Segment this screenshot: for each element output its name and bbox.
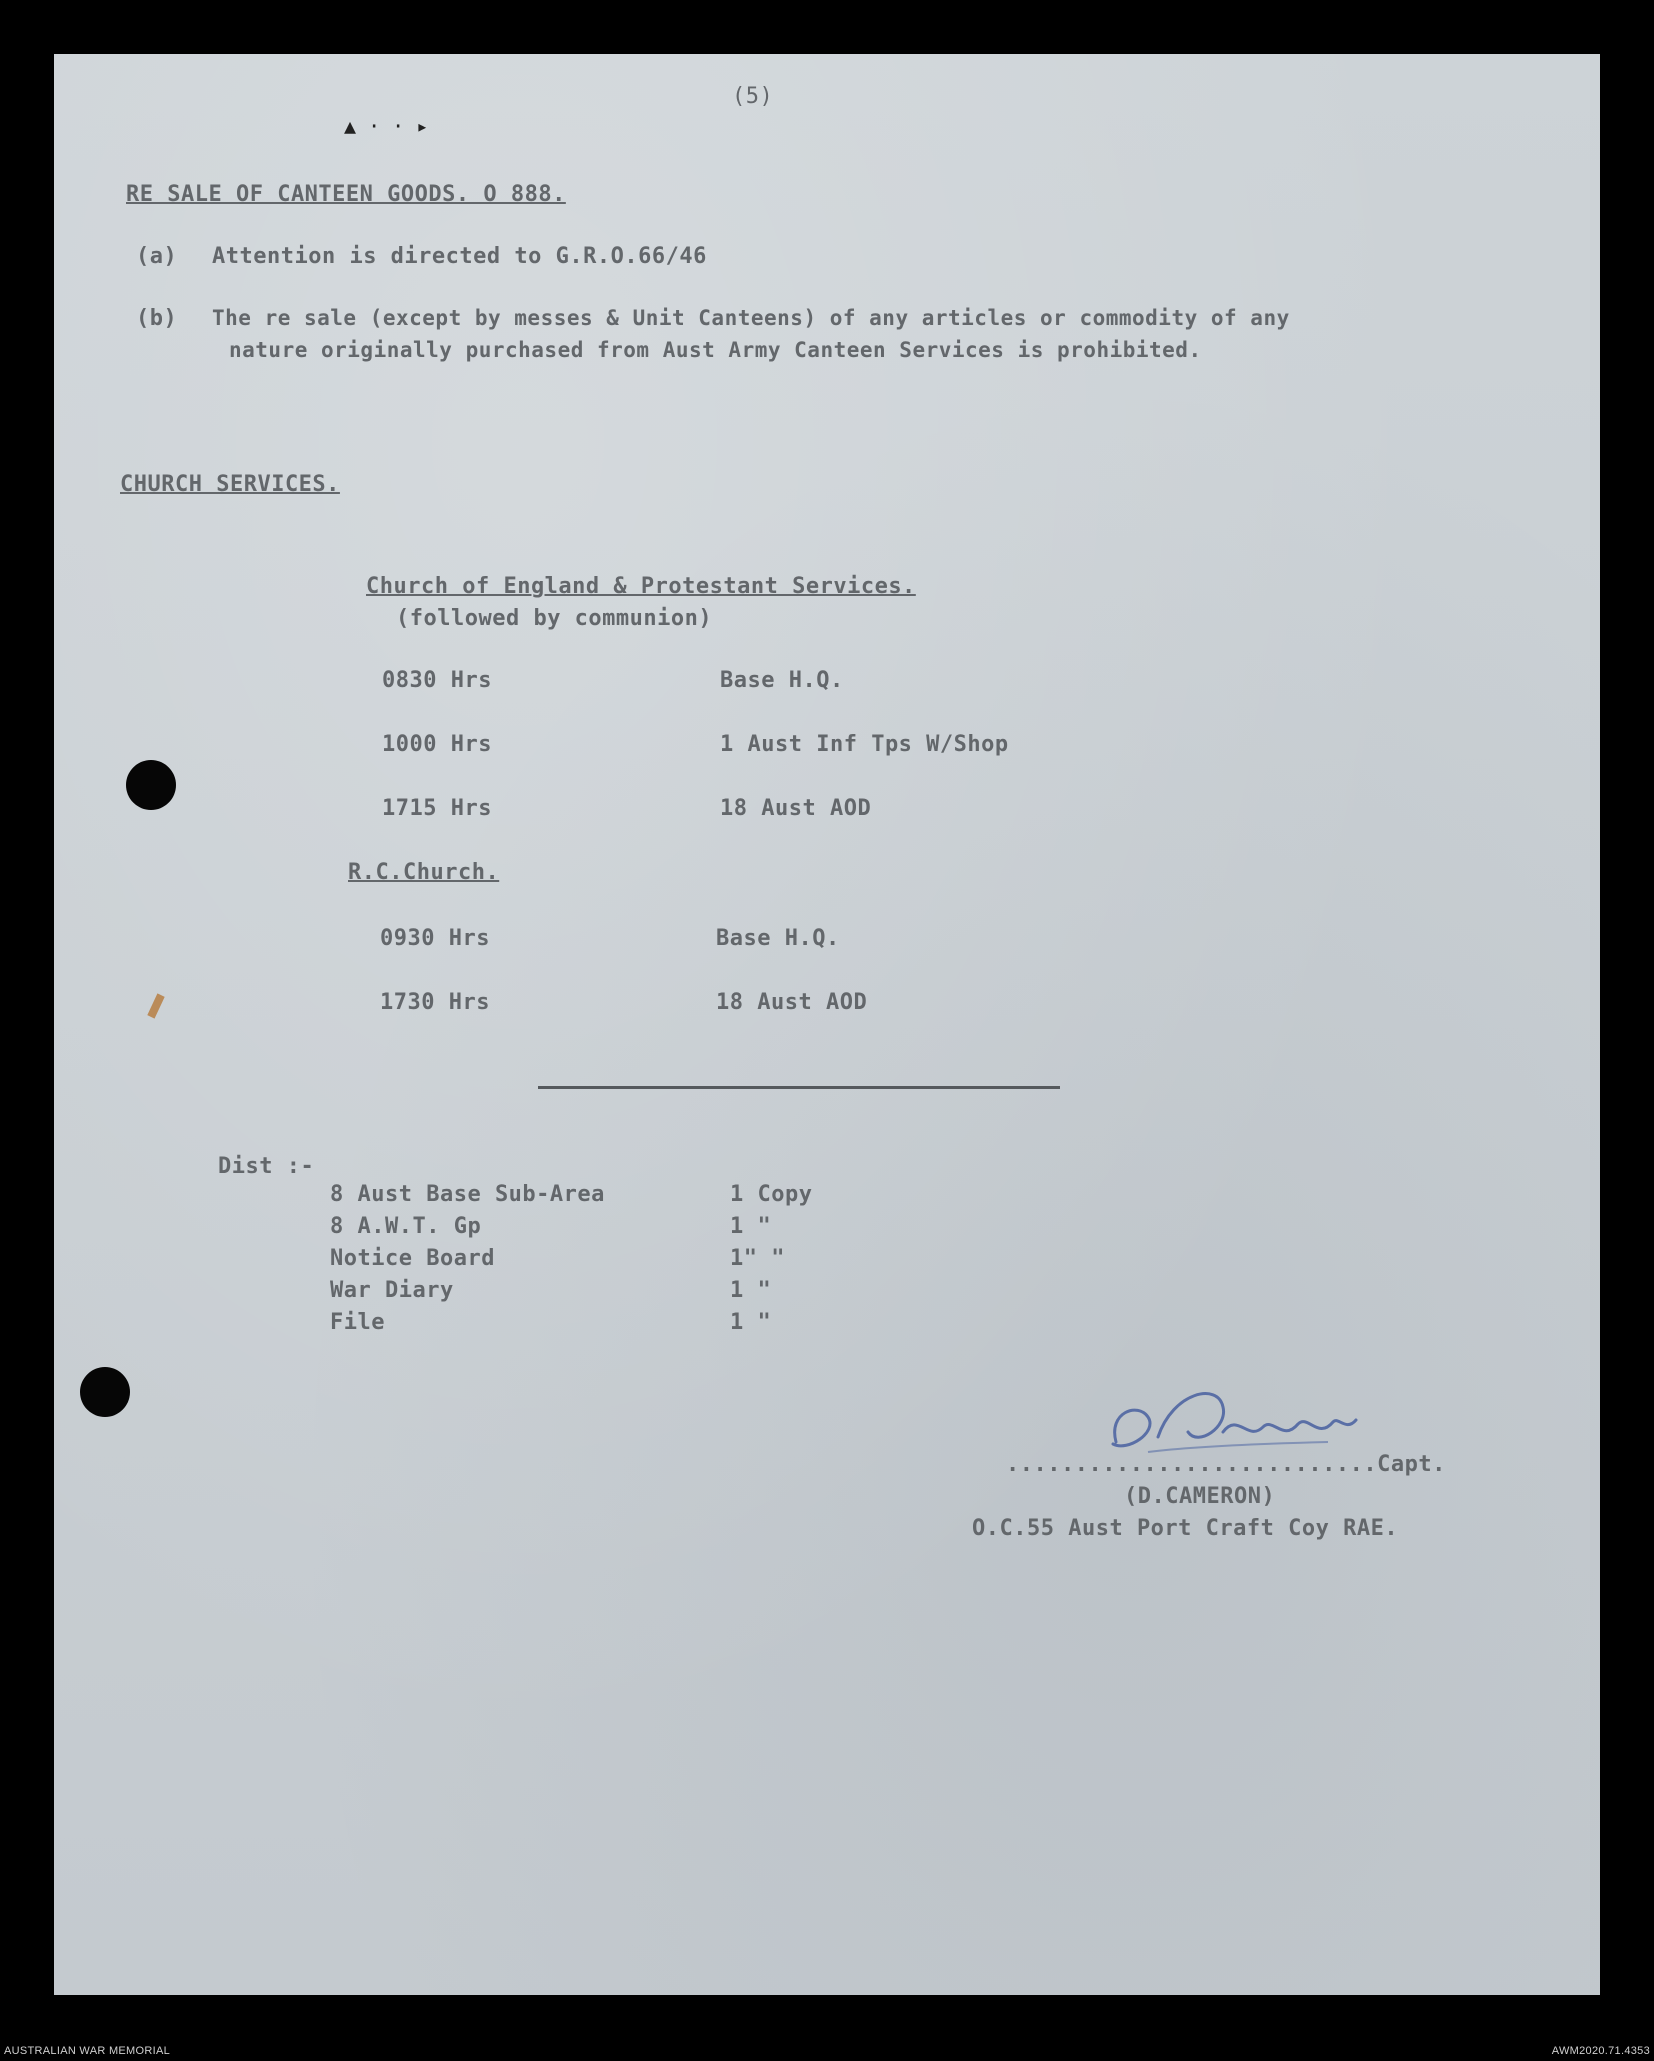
- section-divider: [538, 1086, 1060, 1089]
- resale-heading: RE SALE OF CANTEEN GOODS. O 888.: [126, 182, 566, 207]
- dist-row-1-copies: 1 Copy: [730, 1182, 813, 1207]
- coe-row-1-place: Base H.Q.: [720, 668, 844, 693]
- footer-right: AWM2020.71.4353: [1551, 2045, 1650, 2057]
- dist-label: Dist :-: [218, 1154, 315, 1179]
- rc-row-1-place: Base H.Q.: [716, 926, 840, 951]
- rc-row-2-time: 1730 Hrs: [380, 990, 490, 1015]
- punch-hole-bottom: [80, 1367, 130, 1417]
- coe-row-2-place: 1 Aust Inf Tps W/Shop: [720, 732, 1009, 757]
- coe-row-2-time: 1000 Hrs: [382, 732, 492, 757]
- dist-row-4-copies: 1 ": [730, 1278, 772, 1303]
- dist-row-5-recipient: File: [330, 1310, 385, 1335]
- punch-hole-top: [126, 760, 176, 810]
- rc-title: R.C.Church.: [348, 860, 500, 885]
- signatory-unit: O.C.55 Aust Port Craft Coy RAE.: [972, 1516, 1399, 1541]
- ink-specks: ▲ · · ▸: [344, 114, 429, 138]
- dist-row-3-recipient: Notice Board: [330, 1246, 495, 1271]
- document-sheet: [54, 54, 1600, 1995]
- item-a-text: Attention is directed to G.R.O.66/46: [212, 244, 707, 269]
- dist-row-5-copies: 1 ": [730, 1310, 772, 1335]
- item-b-line1: The re sale (except by messes & Unit Canteens) of any articles or commodity of any: [212, 306, 1290, 330]
- dist-row-4-recipient: War Diary: [330, 1278, 454, 1303]
- dist-row-3-copies: 1" ": [730, 1246, 785, 1271]
- page-number: (5): [732, 84, 774, 109]
- dist-row-2-copies: 1 ": [730, 1214, 772, 1239]
- coe-title: Church of England & Protestant Services.: [366, 574, 916, 599]
- signatory-name: (D.CAMERON): [1124, 1484, 1276, 1509]
- rc-row-1-time: 0930 Hrs: [380, 926, 490, 951]
- dist-row-2-recipient: 8 A.W.T. Gp: [330, 1214, 482, 1239]
- coe-row-1-time: 0830 Hrs: [382, 668, 492, 693]
- church-heading: CHURCH SERVICES.: [120, 472, 340, 497]
- footer-left: AUSTRALIAN WAR MEMORIAL: [4, 2045, 171, 2057]
- coe-row-3-place: 18 Aust AOD: [720, 796, 872, 821]
- item-a-marker: (a): [136, 244, 178, 269]
- item-b-line2: nature originally purchased from Aust Army Canteen Services is prohibited.: [229, 338, 1202, 362]
- coe-row-3-time: 1715 Hrs: [382, 796, 492, 821]
- item-b-marker: (b): [136, 306, 178, 331]
- rust-stain: [147, 993, 164, 1018]
- dist-row-1-recipient: 8 Aust Base Sub-Area: [330, 1182, 605, 1207]
- signature-rank-line: ...........................Capt.: [1006, 1452, 1446, 1477]
- rc-row-2-place: 18 Aust AOD: [716, 990, 868, 1015]
- coe-subtitle: (followed by communion): [396, 606, 713, 631]
